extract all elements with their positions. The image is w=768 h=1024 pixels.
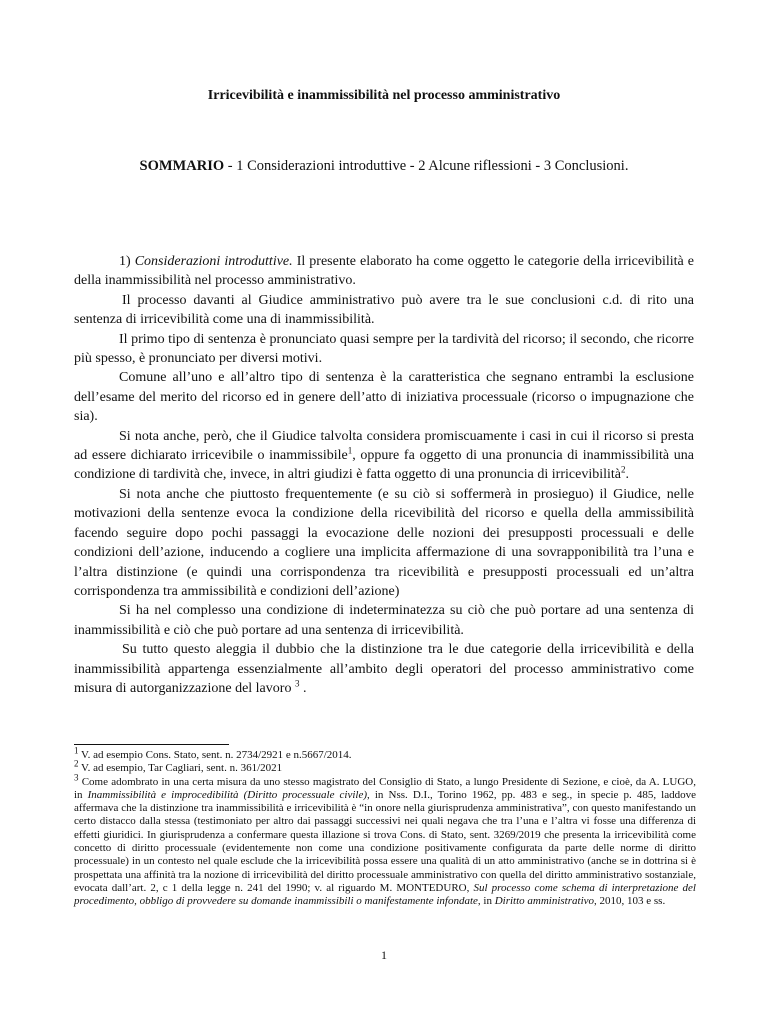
footnote-1-text: V. ad esempio Cons. Stato, sent. n. 2734/2921 e n.5667/2014. xyxy=(78,749,352,761)
paragraph-8-text-a: Su tutto questo aleggia il dubbio che la distinzione tra le due categorie della irricevibilità e della inammissibilità appartenga essenzialmente all’ambito degli operatori del processo amministrativo come misura di autorganizzazione del lavoro xyxy=(74,642,694,696)
paragraph-8 xyxy=(74,640,694,698)
paragraph-5-text-c: . xyxy=(625,467,629,483)
footnote-3-text-g: , 2010, 103 e ss. xyxy=(594,895,666,908)
paragraph-4: Comune all’uno e all’altro tipo di sentenza è la caratteristica che segnano entrambi la esclusione dell’esame del merito del ricorso ed in genere dell’atto di iniziativa processuale (ricorso o impugnazione che sia). xyxy=(74,370,694,425)
footnote-3-text-a: Come adombrato in una certa misura da uno stesso magistrato del Consiglio di Stato, a lungo Presidente di Sezione, e cioè, da A. LUGO, in xyxy=(74,775,696,801)
footnote-1 xyxy=(74,745,696,762)
paragraph-3: Il primo tipo di sentenza è pronunciato quasi sempre per la tardività del ricorso; il secondo, che ricorre più spesso, è pronunciato per diversi motivi. xyxy=(74,331,694,367)
footnote-3-number: 3 xyxy=(74,771,79,782)
footnotes xyxy=(74,745,697,909)
footnote-1-number: 1 xyxy=(74,745,79,756)
summary-label: SOMMARIO xyxy=(139,158,225,174)
footnote-2-number: 2 xyxy=(74,758,79,769)
paragraph-2: Il processo davanti al Giudice amministrativo può avere tra le sue conclusioni c.d. di rito una sentenza di irricevibilità come una di inammissibilità. xyxy=(74,292,694,328)
footnote-ref-1[interactable]: 1 xyxy=(347,445,353,456)
paragraph-5-text-a: Si nota anche, però, che il Giudice talvolta considera promiscuamente i casi in cui il ricorso si presta ad essere dichiarato irricevibile o inammissibile xyxy=(74,428,694,464)
document-title: Irricevibilità e inammissibilità nel processo amministrativo xyxy=(207,88,561,103)
paragraph-5-text-b: , oppure fa oggetto di una pronuncia di inammissibilità una condizione di tardività che, invece, in altri giudizi è fatta oggetto di una pronuncia di irricevibilità xyxy=(74,448,694,483)
paragraph-6: Si nota anche che piuttosto frequentemente (e su ciò si soffermerà in prosieguo) il Giudice, nelle motivazioni della sentenze evoca la condizione della ricevibilità del ricorso e quella della ammissibilità facendo seguire dopo pochi passaggi la evocazione delle nozioni dei presupposti processuali e delle condizioni dell’azione, inducendo a cogliere una implicita affermazione di una sovrapponibilità tra l’una e l’altra distinzione (e quindi una corrispondenza tra ricevibilità e presupposti processuali ed un’altra corrispondenza tra ammissibilità e condizioni dell’azione) xyxy=(74,486,694,599)
paragraph-7: Si ha nel complesso una condizione di indeterminatezza su ciò che può portare ad una sentenza di inammissibilità e ciò che può portare ad una sentenza di irricevibilità. xyxy=(74,603,694,638)
section-heading: Considerazioni introduttive. xyxy=(134,254,293,269)
footnote-3-text-c: , in Nss. D.I., Torino 1962, pp. 483 e seg., in specie p. 485, laddove affermava che la distinzione tra inammissibilità e irricevibilità è “in onore nella giurisprudenza amministrativa”, con questo manifestando un certo distacco dalla stessa (testimoniato per altro dai passaggi successivi nei quali negava che tra l’una e l’altra vi fosse una differenza di effetti giuridici. In giurisprudenza a confermare questa illazione si trova Cons. di Stato, sent. 3269/2019 che presenta la irricevibilità come concetto di diritto processuale (evidentemente non come una condizione positivamente configurata da parte delle norme di diritto processuale) in un contesto nel quale esclude che la irricevibilità possa essere una qualità di un atto amministrativo (anche se in dottrina si è prospettata una affinità tra la nozione di irricevibilità del diritto processuale amministrativo con quella del diritto amministrativo sostanziale, evocata dall’art. 2, c 1 della legge n. 241 del 1990; v. al riguardo M. MONTEDURO, xyxy=(74,788,697,894)
footnote-2-text: V. ad esempio, Tar Cagliari, sent. n. 361/2021 xyxy=(78,762,283,775)
footnote-ref-2[interactable]: 2 xyxy=(620,464,626,475)
paragraph-1 xyxy=(74,252,694,291)
body-text xyxy=(74,252,694,698)
paragraph-5 xyxy=(74,427,694,485)
footnote-3-journal-title: Diritto amministrativo xyxy=(494,895,595,908)
paragraph-8-text-b: . xyxy=(299,680,307,696)
footnote-3-text-e: , in xyxy=(477,895,495,908)
footnote-2 xyxy=(74,758,696,775)
footnote-3-citation-title-1: Inammissibilità e improcedibilità (Diritto processuale civile) xyxy=(87,788,368,801)
paragraph-1-text: Il presente elaborato ha come oggetto le categorie della irricevibilità e della inammissibilità nel processo amministrativo. xyxy=(74,254,694,289)
footnote-3 xyxy=(74,771,697,909)
footnote-3-citation-title-2: Sul processo come schema di interpretazione del procedimento, obbligo di provvedere su domande inammissibili o manifestamente infondate xyxy=(74,881,696,908)
page-number: 1 xyxy=(381,948,387,962)
footnote-separator xyxy=(74,744,229,745)
summary-text: - 1 Considerazioni introduttive - 2 Alcune riflessioni - 3 Conclusioni. xyxy=(224,158,629,174)
section-number: 1) xyxy=(119,254,135,269)
footnote-ref-3[interactable]: 3 xyxy=(294,678,300,689)
summary-line xyxy=(0,158,768,175)
